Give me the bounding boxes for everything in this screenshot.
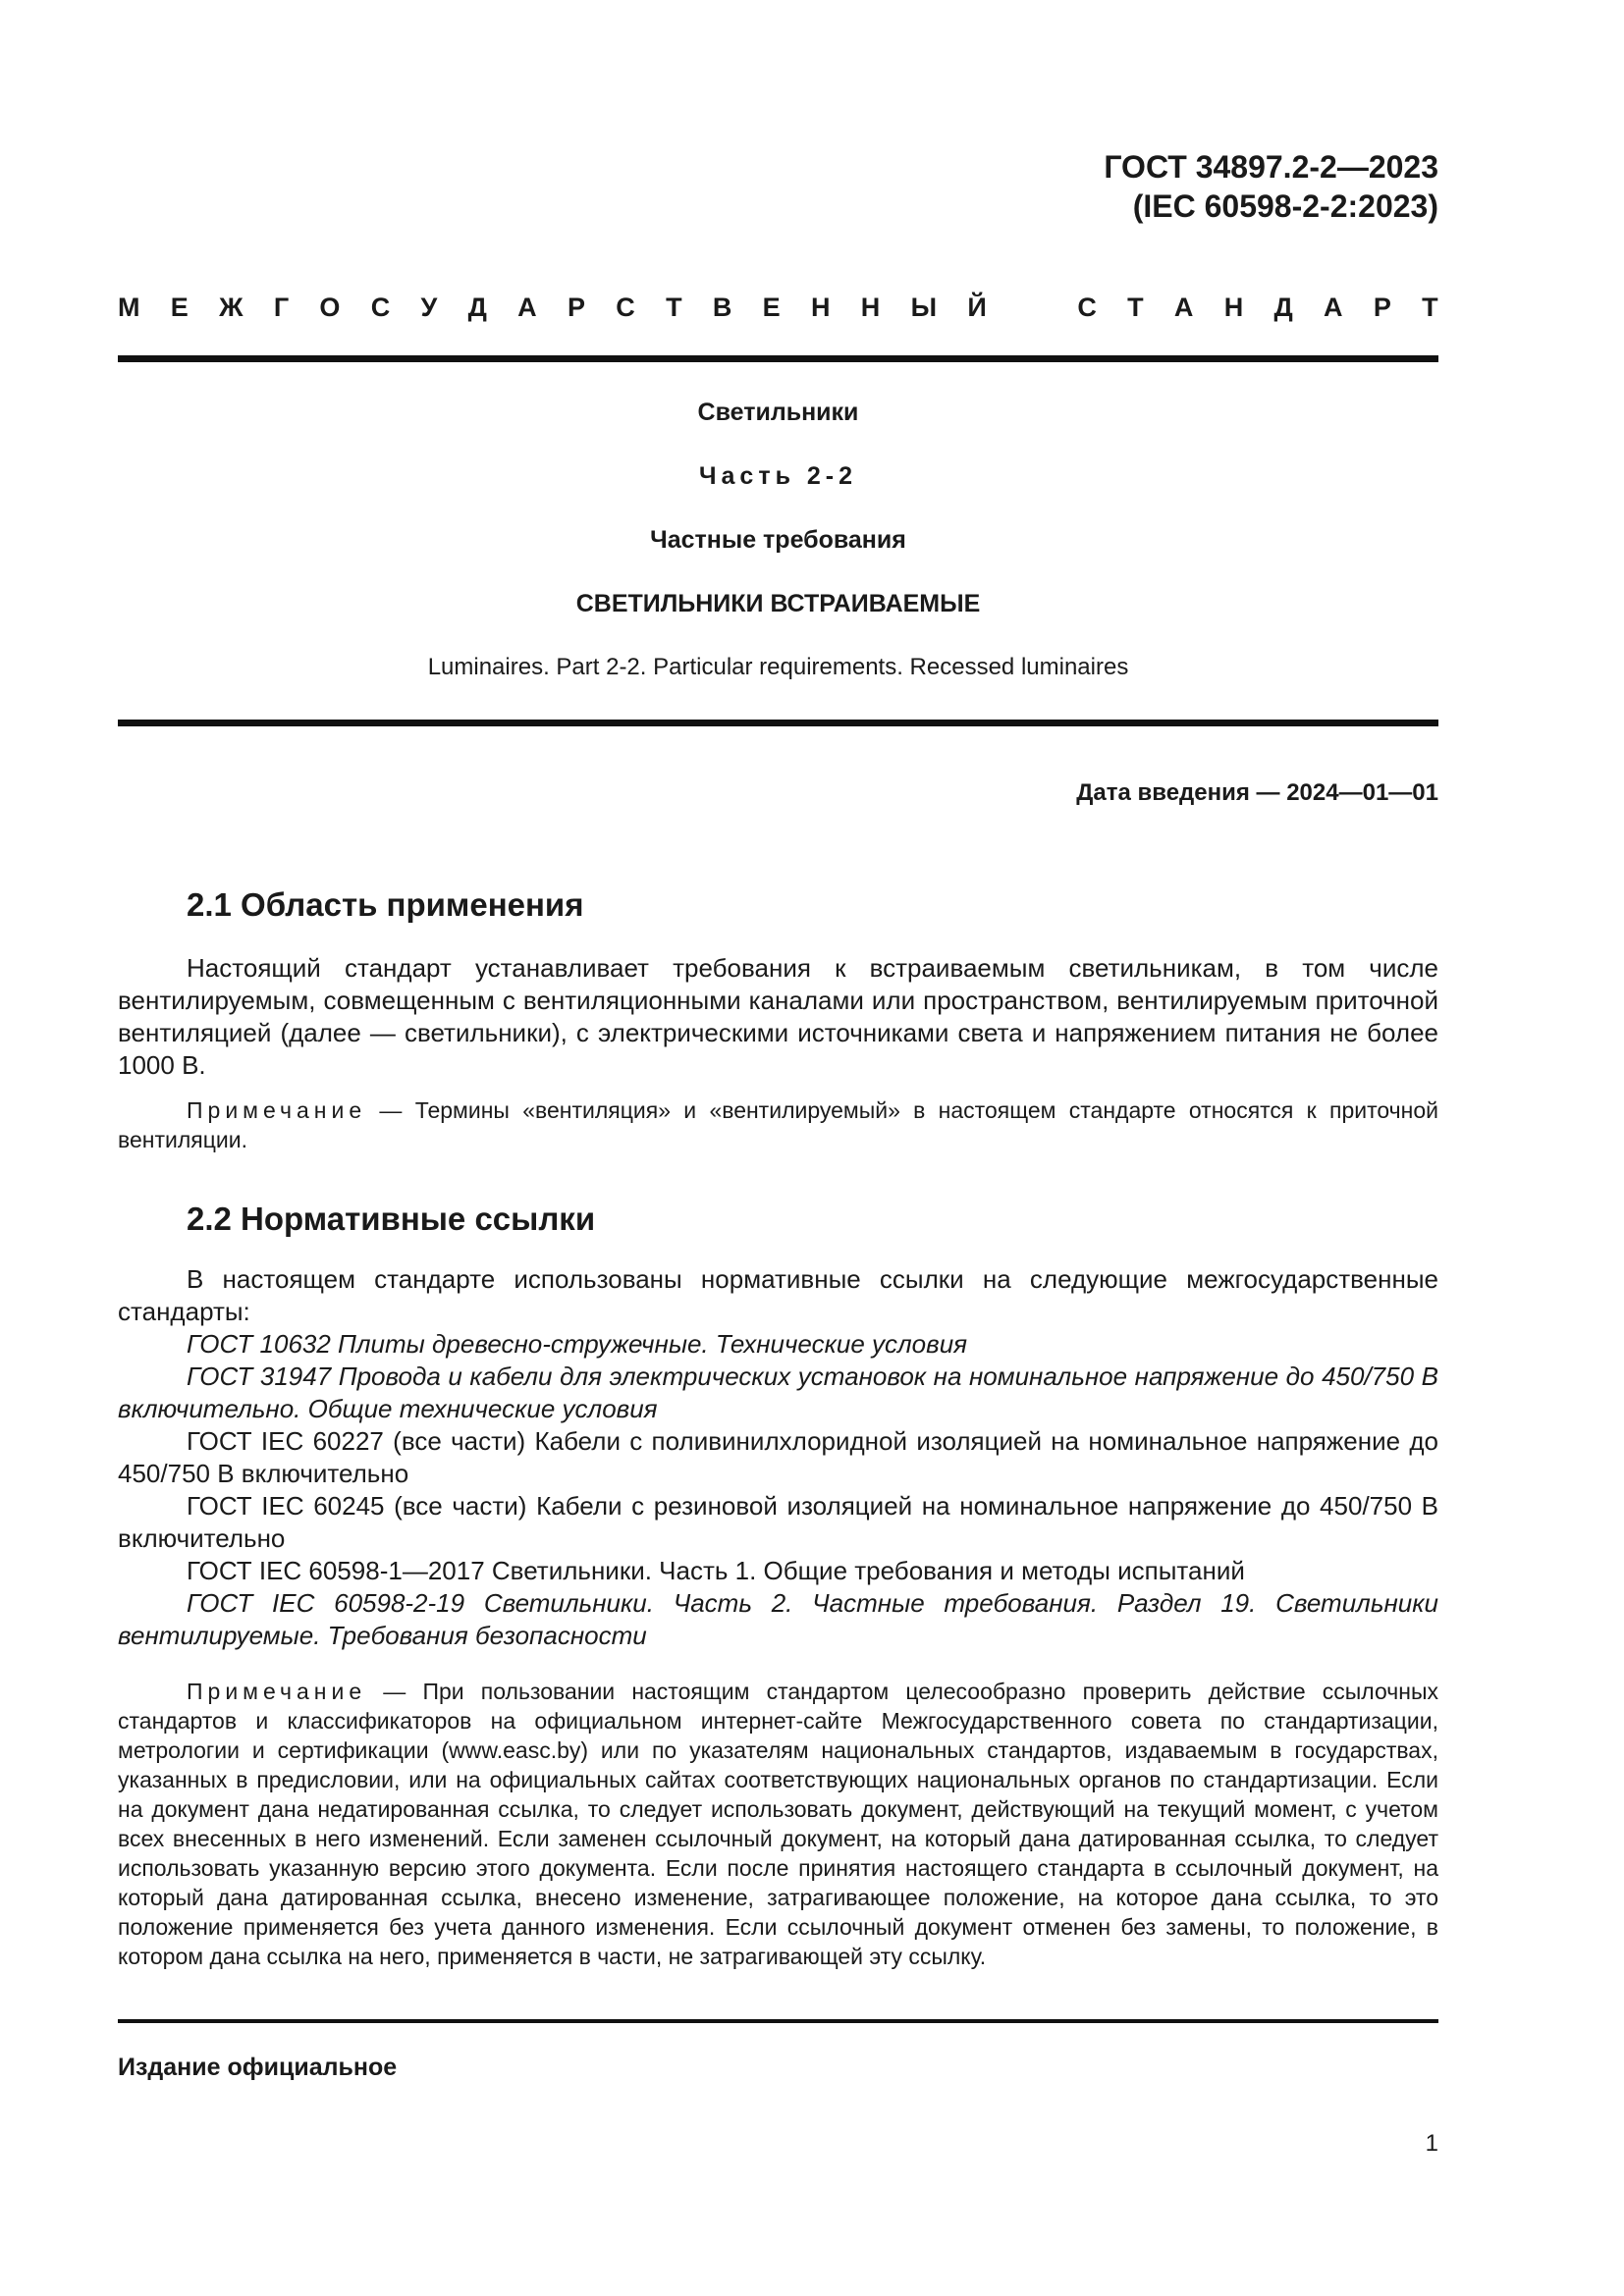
note-label: Примечание (187, 1097, 367, 1123)
ref-item: ГОСТ IEC 60598-2-19 Светильники. Часть 2. Частные требования. Раздел 19. Светильники вентилируемые. Требования безопасности (118, 1588, 1438, 1650)
section-2-2-text (118, 1263, 1438, 1652)
section-2-1-text (118, 952, 1438, 1082)
banner-letter: Т (1127, 293, 1144, 322)
banner-letter: Н (860, 293, 881, 322)
title-line4: СВЕТИЛЬНИКИ ВСТРАИВАЕМЫЕ (575, 590, 981, 617)
banner-letter: Е (762, 293, 781, 322)
banner-letter: Т (666, 293, 682, 322)
banner-letter: А (517, 293, 537, 322)
banner-letter: Г (273, 293, 290, 322)
title-line3: Частные требования (650, 526, 906, 554)
ref-item: ГОСТ IEC 60245 (все части) Кабели с резиновой изоляцией на номинальное напряжение до 450/750 В включительно (118, 1491, 1438, 1553)
banner-letter: У (420, 293, 438, 322)
banner-letter: С (1077, 293, 1097, 322)
standard-code-line1: ГОСТ 34897.2-2—2023 (1104, 149, 1438, 185)
banner-letter: В (712, 293, 732, 322)
ref-item: ГОСТ IEC 60227 (все части) Кабели с поливинилхлоридной изоляцией на номинальное напряжение до 450/750 В включительно (118, 1426, 1438, 1488)
banner-letter: Н (1223, 293, 1244, 322)
ref-item: ГОСТ 10632 Плиты древесно-стружечные. Технические условия (187, 1329, 968, 1359)
title-line2: Часть 2-2 (698, 462, 858, 490)
banner-letter: М (118, 293, 140, 322)
banner-letter: Ы (910, 293, 938, 322)
section-2-1-heading: 2.1 Область применения (187, 886, 584, 923)
banner-letter: Н (810, 293, 831, 322)
banner-letter: Е (170, 293, 189, 322)
ref-item: ГОСТ 31947 Провода и кабели для электрических установок на номинальное напряжение до 450/750 В включительно. Общие технические условия (118, 1362, 1438, 1423)
banner-letter: Р (1373, 293, 1391, 322)
ref-item: ГОСТ IEC 60598-1—2017 Светильники. Часть 1. Общие требования и методы испытаний (187, 1556, 1245, 1585)
interstate-standard-banner (118, 293, 1438, 323)
page-number: 1 (1425, 2130, 1438, 2157)
section-2-2-heading: 2.2 Нормативные ссылки (187, 1201, 596, 1237)
banner-letter: О (319, 293, 341, 322)
refs-intro: В настоящем стандарте использованы нормативные ссылки на следующие межгосударственные стандарты: (118, 1264, 1438, 1326)
title-english: Luminaires. Part 2-2. Particular requirements. Recessed luminaires (427, 654, 1129, 680)
introduction-date: Дата введения — 2024—01—01 (1076, 779, 1438, 806)
note-text: — Термины «вентиляция» и «вентилируемый» в настоящем стандарте относятся к приточной вентиляции. (118, 1097, 1438, 1152)
banner-letter: Р (567, 293, 585, 322)
banner-letter: С (370, 293, 391, 322)
note-label: Примечание (187, 1679, 367, 1704)
official-edition: Издание официальное (118, 2054, 398, 2081)
banner-letter: С (616, 293, 635, 322)
title-line1: Светильники (697, 399, 859, 426)
standard-code-line2: (IEC 60598-2-2:2023) (1132, 188, 1438, 224)
section-2-2-note (118, 1677, 1438, 1971)
footer-rule (118, 2019, 1438, 2023)
banner-letter: Й (967, 293, 987, 322)
banner-letter: А (1324, 293, 1343, 322)
banner-letter: Т (1422, 293, 1438, 322)
top-rule (118, 355, 1438, 362)
scope-paragraph: Настоящий стандарт устанавливает требования к встраиваемым светильникам, в том числе вентилируемым, совмещенным с вентиляционными каналами или пространством, вентилируемым приточной вентиляцией (далее — светильники), с электрическими источниками света и напряжением питания не более 1000 В. (118, 953, 1438, 1080)
banner-letter: А (1173, 293, 1194, 322)
section-2-1-note (118, 1095, 1438, 1154)
banner-letter: Ж (219, 293, 244, 322)
note-text: — При пользовании настоящим стандартом целесообразно проверить действие ссылочных стандартов и классификаторов на официальном интернет-сайте Межгосударственного совета по стандартизации, метрологии и сертификации (www.easc.by) или по указателям национальных стандартов, издаваемым в государствах, указанных в предисловии, или на официальных сайтах соответствующих национальных органов по стандартизации. Если на документ дана недатированная ссылка, то следует использовать документ, действующий на текущий момент, с учетом всех внесенных в него изменений. Если заменен ссылочный документ, на который дана датированная ссылка, то следует использовать указанную версию этого документа. Если после принятия настоящего стандарта в ссылочный документ, на который дана датированная ссылка, внесено изменение, затрагивающее положение, на которое дана ссылка, то это положение применяется без учета данного изменения. Если ссылочный документ отменен без замены, то положение, в котором дана ссылка на него, применяется в части, не затрагивающей эту ссылку. (118, 1679, 1438, 1969)
banner-letter: Д (467, 293, 487, 322)
banner-letter: Д (1273, 293, 1293, 322)
standard-code (118, 147, 1438, 226)
title-rule (118, 720, 1438, 726)
